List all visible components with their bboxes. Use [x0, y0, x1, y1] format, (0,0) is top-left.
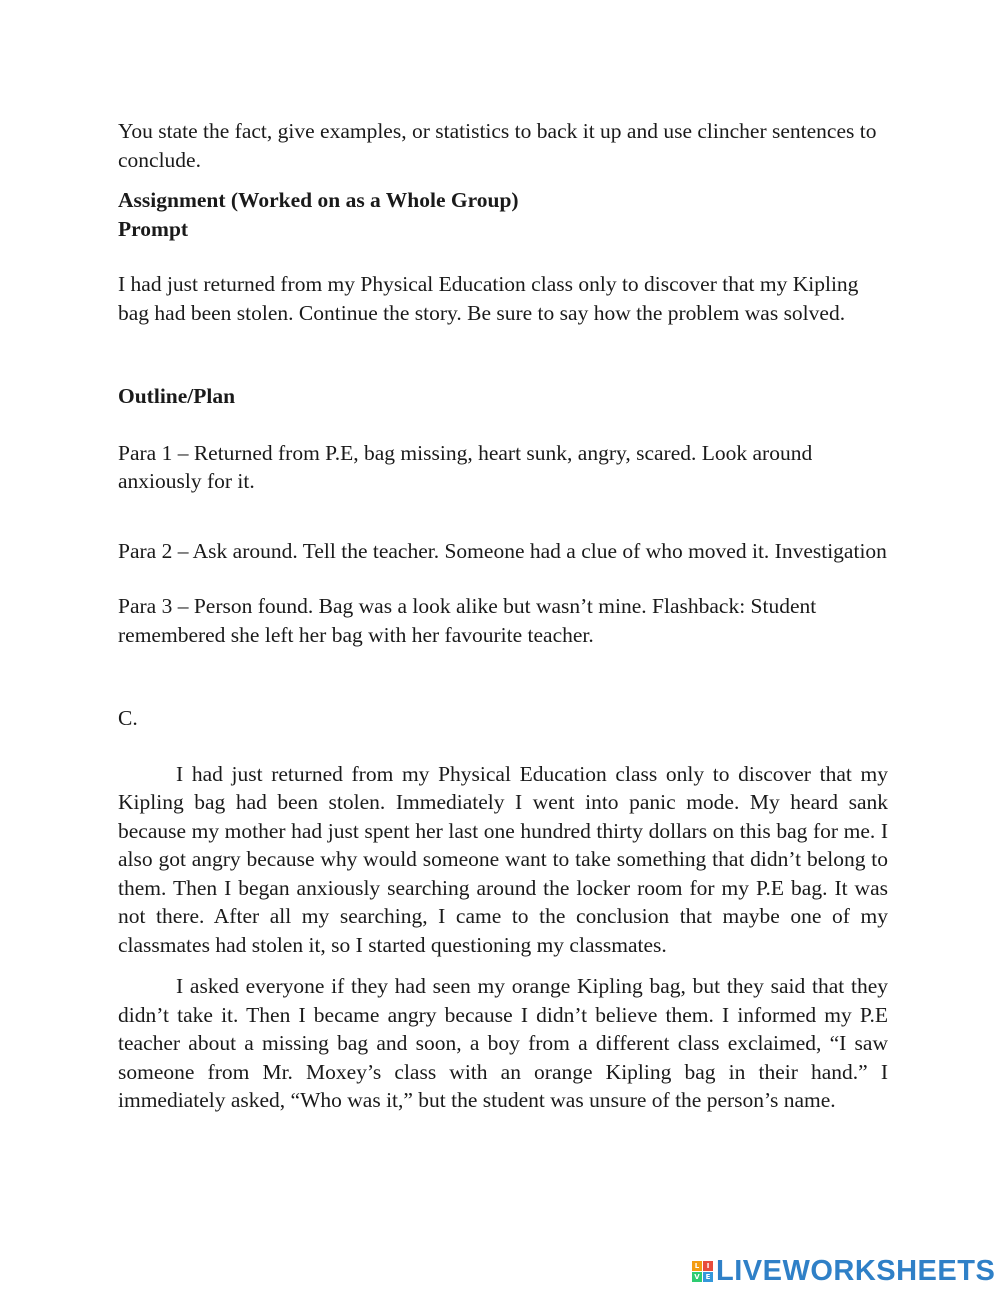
logo-mark-cell: V: [692, 1272, 702, 1282]
prompt-heading: Prompt: [118, 216, 189, 241]
outline-heading: Outline/Plan: [118, 384, 236, 408]
story-paragraph-2: I asked everyone if they had seen my orange Kipling bag, but they said that they didn’t take it. Then I became angry because I didn’t believe them. I informed my P.E teacher about a missing bag and soon, a boy from a different class exclaimed, “I saw someone from Mr. Moxey’s class with an orange Kipling bag in their hand.” I immediately asked, “Who was it,” but the student was unsure of the person’s name.: [118, 974, 888, 1112]
intro-text: You state the fact, give examples, or statistics to back it up and use clincher sentences to conclude.: [118, 119, 877, 172]
logo-mark-cell: E: [703, 1272, 713, 1282]
liveworksheets-logo: [692, 1256, 995, 1286]
outline-para-1: Para 1 – Returned from P.E, bag missing, heart sunk, angry, scared. Look around anxiously for it.: [118, 440, 813, 493]
outline-para-3: Para 3 – Person found. Bag was a look alike but wasn’t mine. Flashback: Student remembered she left her bag with her favourite teacher.: [118, 594, 817, 647]
logo-mark-cell: I: [703, 1261, 713, 1271]
outline-para-2: Para 2 – Ask around. Tell the teacher. Someone had a clue of who moved it. Investigation: [118, 538, 887, 563]
story-paragraph-1: I had just returned from my Physical Education class only to discover that my Kipling bag had been stolen. Immediately I went into panic mode. My heard sank because my mother had just spent her last one hundred thirty dollars on this bag for me. I also got angry because why would someone want to take something that didn’t belong to them. Then I began anxiously searching around the locker room for my P.E bag. It was not there. After all my searching, I came to the conclusion that maybe one of my classmates had stolen it, so I started questioning my classmates.: [118, 761, 888, 957]
assignment-heading: Assignment (Worked on as a Whole Group): [118, 188, 519, 212]
section-label: C.: [118, 706, 138, 730]
worksheet-page: [118, 117, 888, 1115]
logo-mark-icon: [692, 1261, 713, 1282]
prompt-text: I had just returned from my Physical Education class only to discover that my Kipling bag had been stolen. Continue the story. Be sure to say how the problem was solved.: [118, 272, 859, 325]
logo-text: LIVEWORKSHEETS: [716, 1255, 996, 1287]
logo-mark-cell: L: [692, 1261, 702, 1271]
